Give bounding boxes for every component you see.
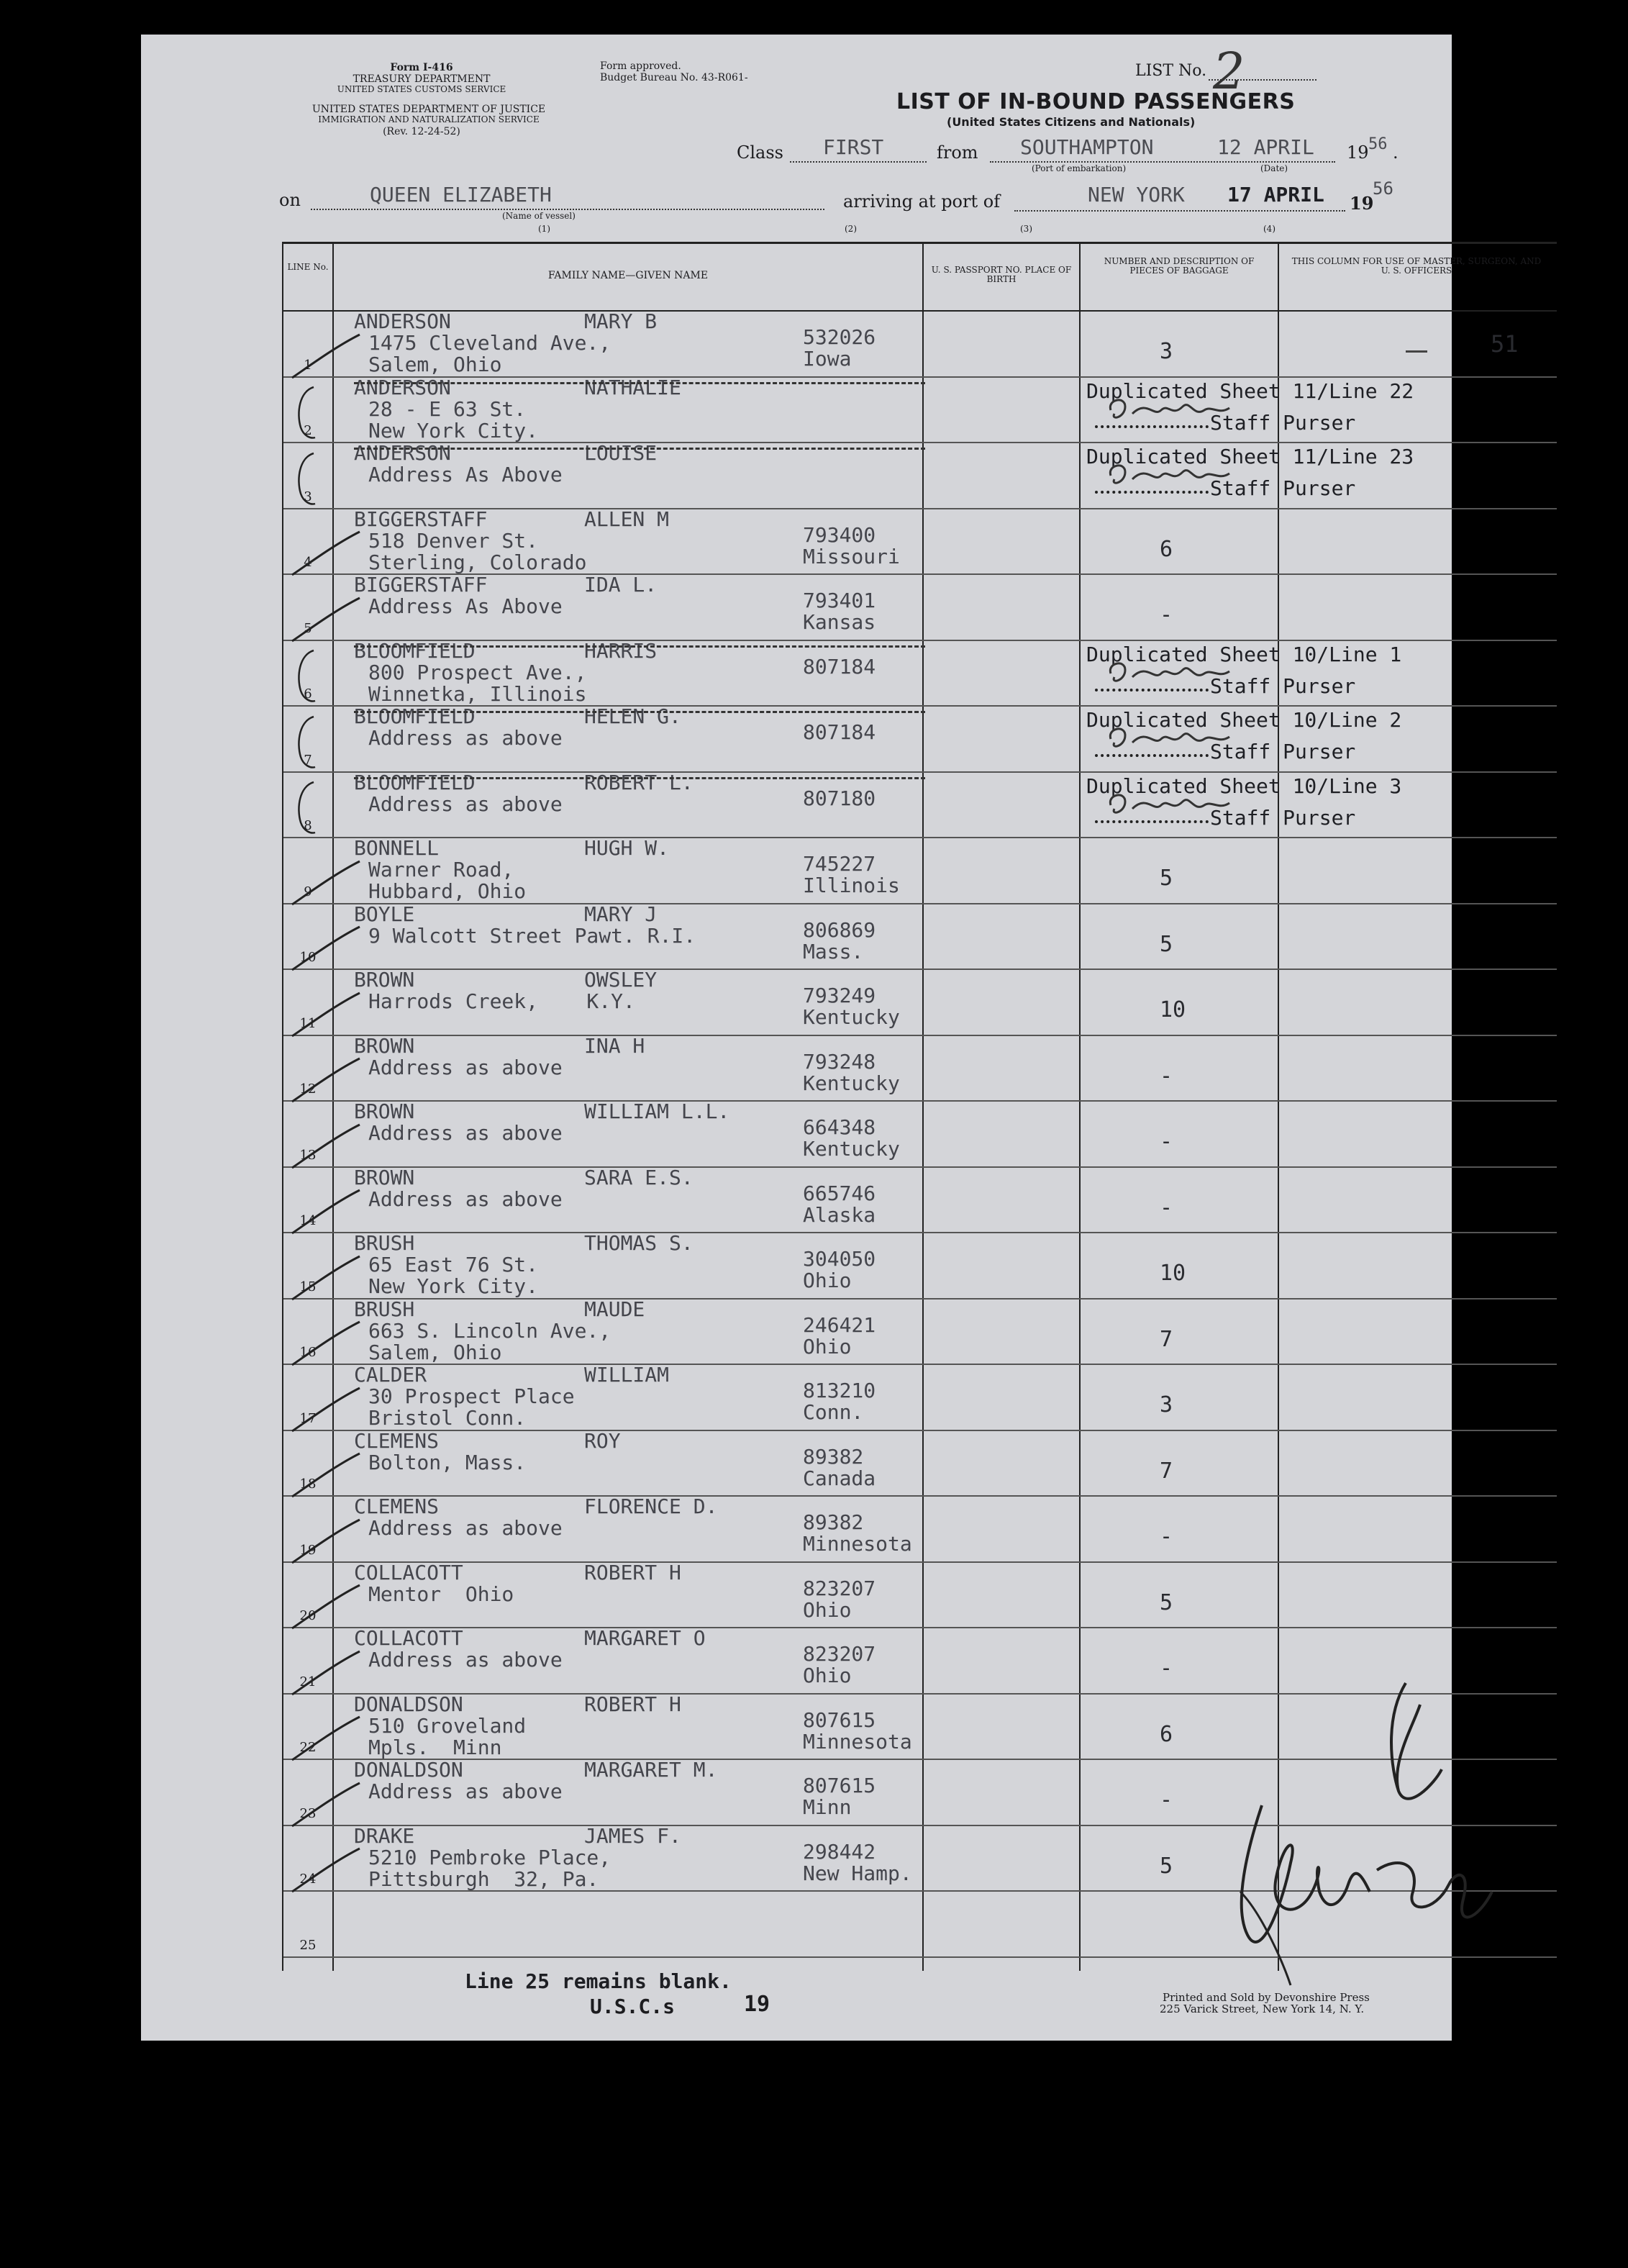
address-line-2: Bristol Conn. [368, 1406, 527, 1430]
family-name: DRAKE [354, 1823, 415, 1848]
family-name: BROWN [354, 1099, 415, 1123]
from-label: from [937, 142, 978, 163]
line-number: 10 [299, 950, 317, 965]
baggage-count: 3 [1160, 339, 1173, 364]
table-row [283, 1232, 1557, 1299]
family-name: BLOOMFIELD [354, 638, 476, 663]
line-number: 7 [304, 752, 312, 768]
line-number: 6 [304, 686, 312, 702]
place-of-birth: New Hamp. [803, 1861, 912, 1885]
line-number: 14 [299, 1213, 317, 1228]
line-number: 4 [304, 555, 312, 570]
given-name: ROY [584, 1428, 621, 1453]
line-number: 21 [299, 1674, 317, 1689]
place-of-birth: Ohio [803, 1664, 852, 1687]
line-number: 25 [299, 1937, 317, 1953]
family-name: BIGGERSTAFF [354, 507, 488, 531]
given-name: MARGARET O [584, 1626, 706, 1650]
table-row [283, 771, 1557, 839]
line-number: 5 [304, 620, 312, 636]
footer-uscs: U.S.C.s [590, 1995, 676, 2018]
class-value: FIRST [823, 135, 884, 159]
blank-line-note: Line 25 remains blank. [465, 1969, 732, 1993]
address-line-1: 510 Groveland [368, 1713, 527, 1738]
address-line-1: 30 Prospect Place [368, 1384, 575, 1408]
passport-number: 807615 [803, 1707, 876, 1732]
table-row [283, 1430, 1557, 1497]
line-number: 9 [304, 884, 312, 899]
officer-dash-marks [1406, 350, 1427, 353]
table-row [283, 1298, 1557, 1366]
family-name: BRUSH [354, 1231, 415, 1255]
col-num-1: (1) [538, 224, 550, 234]
table-row [283, 969, 1557, 1036]
passport-number: 793401 [803, 589, 876, 612]
col-header-baggage: NUMBER AND DESCRIPTION OF PIECES OF BAGGAGE [1104, 256, 1255, 276]
given-name: ROBERT L. [584, 770, 694, 794]
passport-number: 806869 [803, 917, 876, 942]
address-line-1: 663 S. Lincoln Ave., [368, 1318, 611, 1343]
given-name: WILLIAM [584, 1363, 670, 1387]
justice-dept: UNITED STATES DEPARTMENT OF JUSTICE [311, 104, 546, 115]
family-name: BIGGERSTAFF [354, 573, 488, 597]
table-row [283, 1166, 1557, 1234]
table-row [283, 1100, 1557, 1168]
address-line-1: Address as above [368, 1516, 563, 1540]
passport-number: 823207 [803, 1642, 876, 1666]
arrival-year-prefix: 19 [1350, 193, 1374, 214]
line-number: 23 [299, 1805, 317, 1821]
address-line-2: Sterling, Colorado [368, 550, 587, 574]
table-row [283, 573, 1557, 641]
given-name: INA H [584, 1033, 645, 1058]
address-line-2: Salem, Ohio [368, 1340, 502, 1364]
col-header-passport: U. S. PASSPORT NO. PLACE OF BIRTH [931, 265, 1072, 284]
duplicated-note: Duplicated Sheet 10/Line 1 [1086, 642, 1402, 666]
address-line-1: 28 - E 63 St. [368, 396, 527, 421]
form-subtitle: (United States Citizens and Nationals) [947, 115, 1196, 129]
line-number: 22 [299, 1740, 317, 1755]
table-row [283, 1561, 1557, 1629]
address-line-1: Mentor Ohio [368, 1582, 514, 1606]
purser-initials [1104, 656, 1247, 691]
address-line-2: Salem, Ohio [368, 353, 502, 376]
family-name: CLEMENS [354, 1428, 440, 1453]
circle-mark [294, 450, 322, 508]
embark-caption: (Port of embarkation) [1032, 163, 1127, 173]
line-number: 20 [299, 1608, 317, 1623]
baggage-count: 5 [1160, 866, 1173, 891]
passport-number: 298442 [803, 1839, 876, 1864]
arrival-date: 17 APRIL [1227, 183, 1324, 207]
family-name: BLOOMFIELD [354, 704, 476, 728]
form-revision: (Rev. 12-24-52) [383, 126, 460, 137]
circle-mark [294, 779, 322, 837]
handwritten-signature [1219, 1676, 1521, 1992]
arrival-port: NEW YORK [1088, 183, 1185, 207]
given-name: ROBERT H [584, 1692, 681, 1716]
address-line-1: Harrods Creek, K.Y. [368, 989, 635, 1013]
list-no-value: 2 [1213, 42, 1245, 101]
given-name: THOMAS S. [584, 1231, 694, 1255]
form-number: Form I-416 [390, 62, 453, 73]
table-row [283, 310, 1557, 378]
table-row [283, 1035, 1557, 1102]
passport-number: 807184 [803, 654, 876, 679]
purser-initials [1104, 721, 1247, 757]
passport-number: 304050 [803, 1247, 876, 1271]
place-of-birth: Ohio [803, 1597, 852, 1622]
passport-number: 793249 [803, 984, 876, 1007]
line-number: 24 [299, 1872, 317, 1887]
baggage-count: 6 [1160, 1721, 1173, 1747]
table-row [283, 1364, 1557, 1431]
staff-purser-label: Staff Purser [1210, 410, 1356, 435]
baggage-count: - [1160, 602, 1173, 627]
staff-purser-label: Staff Purser [1210, 740, 1356, 763]
passport-number: 246421 [803, 1312, 876, 1337]
baggage-count: - [1160, 1194, 1173, 1220]
form-title: LIST OF IN-BOUND PASSENGERS [896, 89, 1296, 114]
family-name: COLLACOTT [354, 1560, 463, 1584]
strikethrough-line [354, 448, 925, 450]
place-of-birth: Canada [803, 1466, 876, 1490]
passport-number: 664348 [803, 1115, 876, 1139]
staff-purser-label: Staff Purser [1210, 673, 1356, 698]
given-name: IDA L. [584, 573, 658, 597]
given-name: LOUISE [584, 441, 658, 465]
address-line-1: 518 Denver St. [368, 528, 539, 553]
passport-number: 813210 [803, 1379, 876, 1402]
strikethrough-line [354, 777, 925, 779]
passport-number: 807615 [803, 1774, 876, 1797]
address-line-1: Warner Road, [368, 858, 514, 881]
given-name: MAUDE [584, 1297, 645, 1321]
footer-printer-2: 225 Varick Street, New York 14, N. Y. [1160, 2002, 1365, 2015]
place-of-birth: Ohio [803, 1269, 852, 1292]
table-row [283, 837, 1557, 904]
place-of-birth: Minnesota [803, 1532, 912, 1556]
address-line-1: Address as above [368, 791, 563, 816]
place-of-birth: Kentucky [803, 1137, 900, 1161]
passport-number: 793400 [803, 522, 876, 547]
table-row [283, 376, 1557, 444]
footer-page-number: 19 [744, 1992, 770, 2017]
class-label: Class [737, 142, 783, 163]
baggage-count: - [1160, 1063, 1173, 1089]
line-number: 13 [299, 1147, 317, 1163]
circle-mark [294, 648, 322, 705]
staff-purser-label: Staff Purser [1210, 805, 1356, 830]
purser-initials [1104, 458, 1247, 494]
embark-year-prefix: 19 [1347, 142, 1369, 163]
given-name: WILLIAM L.L. [584, 1099, 730, 1123]
form-approved: Form approved. [600, 60, 681, 72]
baggage-count: - [1160, 1524, 1173, 1549]
given-name: FLORENCE D. [584, 1494, 718, 1518]
address-line-1: Address as above [368, 1121, 563, 1145]
line-number: 11 [299, 1015, 317, 1031]
embark-port: SOUTHAMPTON [1020, 135, 1154, 159]
baggage-count: 10 [1160, 997, 1186, 1022]
duplicated-note: Duplicated Sheet 11/Line 22 [1086, 378, 1414, 403]
given-name: OWSLEY [584, 968, 658, 992]
address-line-1: Address as above [368, 726, 563, 750]
passport-number: 807180 [803, 786, 876, 810]
family-name: COLLACOTT [354, 1626, 463, 1650]
given-name: HUGH W. [584, 836, 670, 860]
embark-line [990, 161, 1335, 163]
vessel-caption: (Name of vessel) [502, 211, 576, 221]
place-of-birth: Minnesota [803, 1729, 912, 1754]
place-of-birth: Iowa [803, 347, 852, 371]
given-name: SARA E.S. [584, 1165, 694, 1189]
baggage-count: 10 [1160, 1261, 1186, 1286]
list-no-label: LIST No. [1135, 62, 1207, 80]
address-line-1: Address as above [368, 1055, 563, 1079]
family-name: CALDER [354, 1363, 427, 1387]
passport-number: 807184 [803, 720, 876, 744]
given-name: JAMES F. [584, 1823, 681, 1848]
given-name: HELEN G. [584, 704, 681, 728]
table-row [283, 705, 1557, 773]
arriving-label: arriving at port of [843, 191, 1001, 212]
address-line-1: Bolton, Mass. [368, 1450, 527, 1474]
col-num-2: (2) [845, 224, 857, 234]
table-header-row [283, 244, 1557, 312]
table-row [283, 640, 1557, 707]
family-name: CLEMENS [354, 1494, 440, 1518]
address-line-2: New York City. [368, 418, 539, 443]
baggage-count: - [1160, 1656, 1173, 1681]
purser-initials [1104, 392, 1247, 428]
address-line-1: Address as above [368, 1187, 563, 1211]
duplicated-note: Duplicated Sheet 10/Line 2 [1086, 708, 1402, 732]
passport-number: 793248 [803, 1049, 876, 1074]
table-row [283, 903, 1557, 971]
address-line-1: Address As Above [368, 594, 563, 618]
address-line-1: Address as above [368, 1779, 563, 1803]
strikethrough-line [354, 645, 925, 648]
baggage-count: 7 [1160, 1326, 1173, 1352]
passport-number: 823207 [803, 1576, 876, 1600]
arrival-year-suffix: 56 [1373, 178, 1393, 199]
address-line-2: Mpls. Minn [368, 1735, 502, 1759]
line-number: 17 [299, 1410, 317, 1426]
address-line-1: 9 Walcott Street Pawt. R.I. [368, 923, 696, 948]
baggage-count: 3 [1160, 1392, 1173, 1418]
strikethrough-line [354, 382, 925, 384]
ins-service: IMMIGRATION AND NATURALIZATION SERVICE [318, 114, 540, 124]
place-of-birth: Mass. [803, 939, 864, 963]
line-number: 15 [299, 1279, 317, 1294]
on-label: on [279, 190, 301, 210]
staff-purser-label: Staff Purser [1210, 476, 1356, 500]
address-line-2: Winnetka, Illinois [368, 681, 587, 706]
col-num-3: (3) [1020, 224, 1032, 234]
address-line-1: Address As Above [368, 463, 563, 486]
family-name: BROWN [354, 968, 415, 992]
vessel-line [311, 209, 824, 210]
address-line-1: 65 East 76 St. [368, 1253, 539, 1276]
place-of-birth: Minn [803, 1795, 852, 1819]
arrival-line [1014, 210, 1345, 212]
line-number: 8 [304, 818, 312, 833]
line-number: 12 [299, 1081, 317, 1097]
line-number: 1 [304, 357, 312, 373]
family-name: BOYLE [354, 902, 415, 926]
baggage-count: - [1160, 1787, 1173, 1813]
date-caption: (Date) [1260, 163, 1288, 173]
budget-bureau: Budget Bureau No. 43-R061- [600, 72, 748, 83]
place-of-birth: Ohio [803, 1334, 852, 1358]
footer-printer-1: Printed and Sold by Devonshire Press [1163, 1991, 1370, 2004]
address-line-2: Pittsburgh 32, Pa. [368, 1866, 599, 1891]
given-name: NATHALIE [584, 375, 681, 399]
place-of-birth: Alaska [803, 1202, 876, 1227]
family-name: ANDERSON [354, 441, 451, 465]
given-name: ROBERT H [584, 1560, 681, 1584]
passport-number: 89382 [803, 1510, 864, 1534]
given-name: MARY J [584, 902, 658, 926]
passport-number: 665746 [803, 1181, 876, 1205]
treasury-dept: TREASURY DEPARTMENT [353, 73, 491, 85]
class-line [790, 161, 927, 163]
line-number: 16 [299, 1345, 317, 1360]
baggage-count: 6 [1160, 536, 1173, 562]
family-name: BROWN [354, 1165, 415, 1189]
given-name: ALLEN M [584, 507, 670, 531]
family-name: DONALDSON [354, 1692, 463, 1716]
family-name: BROWN [354, 1033, 415, 1058]
col-header-officers: THIS COLUMN FOR USE OF MASTER, SURGEON, AND U. S. OFFICERS [1291, 256, 1542, 276]
duplicated-note: Duplicated Sheet 10/Line 3 [1086, 774, 1402, 798]
circle-mark [294, 714, 322, 771]
passport-number: 745227 [803, 852, 876, 876]
given-name: MARY B [584, 309, 658, 333]
table-row [283, 442, 1557, 509]
line-number: 3 [304, 489, 312, 504]
passport-number: 89382 [803, 1444, 864, 1469]
passenger-list-sheet [141, 35, 1542, 2041]
vessel-name: QUEEN ELIZABETH [370, 183, 552, 207]
line-number: 19 [299, 1542, 317, 1558]
address-line-2: New York City. [368, 1274, 539, 1298]
address-line-1: 800 Prospect Ave., [368, 660, 587, 684]
line-number: 18 [299, 1477, 317, 1492]
family-name: BRUSH [354, 1297, 415, 1321]
col-header-name: FAMILY NAME—GIVEN NAME [547, 270, 709, 281]
family-name: ANDERSON [354, 375, 451, 399]
embark-date: 12 APRIL [1217, 135, 1314, 159]
address-line-1: Address as above [368, 1648, 563, 1671]
address-line-2: Hubbard, Ohio [368, 879, 527, 903]
strikethrough-line [354, 711, 925, 713]
embark-year-suffix: 56 [1368, 135, 1388, 153]
circle-mark [294, 384, 322, 442]
baggage-count: 7 [1160, 1458, 1173, 1484]
baggage-count: - [1160, 1129, 1173, 1154]
customs-service: UNITED STATES CUSTOMS SERVICE [337, 84, 506, 94]
passenger-table [282, 242, 1557, 1993]
place-of-birth: Kentucky [803, 1071, 900, 1095]
line-number: 2 [304, 423, 312, 438]
passport-number: 532026 [803, 325, 876, 349]
address-line-1: 1475 Cleveland Ave., [368, 331, 611, 355]
col-num-4: (4) [1263, 224, 1275, 234]
baggage-count: 5 [1160, 931, 1173, 957]
baggage-count: 5 [1160, 1589, 1173, 1615]
family-name: ANDERSON [354, 309, 451, 333]
given-name: HARRIS [584, 638, 658, 663]
place-of-birth: Missouri [803, 544, 900, 568]
family-name: BONNELL [354, 836, 440, 860]
family-name: BLOOMFIELD [354, 770, 476, 794]
table-row [283, 1495, 1557, 1563]
place-of-birth: Conn. [803, 1400, 864, 1424]
table-row [283, 508, 1557, 576]
officer-annotation-51: 51 [1491, 330, 1519, 358]
address-line-1: 5210 Pembroke Place, [368, 1845, 611, 1869]
family-name: DONALDSON [354, 1758, 463, 1782]
embark-year-dot: . [1393, 142, 1399, 163]
given-name: MARGARET M. [584, 1758, 718, 1782]
purser-initials [1104, 787, 1247, 823]
place-of-birth: Kansas [803, 610, 876, 634]
place-of-birth: Illinois [803, 874, 900, 897]
baggage-count: 5 [1160, 1853, 1173, 1879]
place-of-birth: Kentucky [803, 1005, 900, 1029]
col-header-line-no: LINE No. [287, 262, 329, 272]
duplicated-note: Duplicated Sheet 11/Line 23 [1086, 445, 1414, 468]
